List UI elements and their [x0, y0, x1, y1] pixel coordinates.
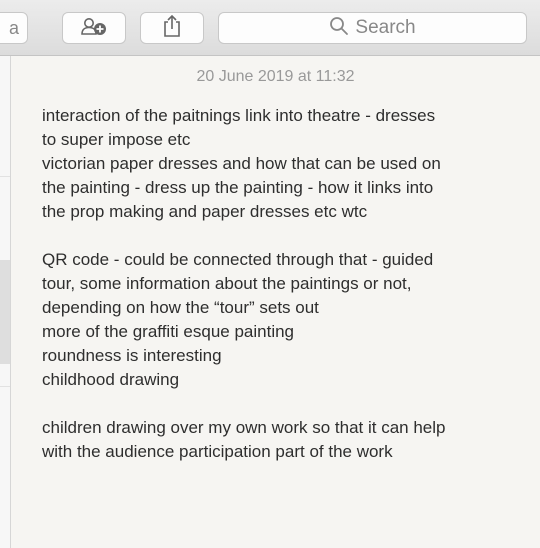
note-line: the prop making and paper dresses etc wtc: [42, 202, 368, 221]
note-blank-line: [42, 224, 512, 248]
note-line: interaction of the paitnings link into theatre - dresses: [42, 106, 436, 125]
add-people-icon: [79, 15, 109, 42]
note-line: victorian paper dresses and how that can be used on: [42, 154, 441, 173]
search-placeholder: Search: [355, 17, 416, 38]
note-editor[interactable]: [11, 56, 540, 548]
note-line: depending on how the “tour” sets out: [42, 298, 319, 317]
share-button[interactable]: [140, 12, 204, 44]
share-icon: [162, 14, 182, 43]
note-line: roundness is interesting: [42, 346, 222, 365]
toolbar-partial-button[interactable]: [0, 12, 28, 44]
list-divider: [0, 386, 10, 387]
list-divider: [0, 176, 10, 177]
search-icon: [329, 16, 349, 41]
partial-button-glyph: a: [8, 17, 19, 38]
selected-note-row[interactable]: [0, 260, 10, 364]
note-line: more of the graffiti esque painting: [42, 322, 295, 341]
note-line: with the audience participation part of the work: [42, 442, 393, 461]
add-people-button[interactable]: [62, 12, 126, 44]
note-line: to super impose etc: [42, 130, 191, 149]
search-field[interactable]: [218, 12, 527, 44]
note-line: QR code - could be connected through that - guided: [42, 250, 434, 269]
note-line: tour, some information about the paintings or not,: [42, 274, 412, 293]
note-line: the painting - dress up the painting - how it links into: [42, 178, 434, 197]
note-list-pane[interactable]: [0, 56, 11, 548]
note-blank-line: [42, 392, 512, 416]
note-body[interactable]: [42, 104, 512, 464]
note-line: children drawing over my own work so that it can help: [42, 418, 446, 437]
note-line: childhood drawing: [42, 370, 180, 389]
toolbar: [0, 0, 540, 56]
note-date: 20 June 2019 at 11:32: [196, 68, 355, 85]
